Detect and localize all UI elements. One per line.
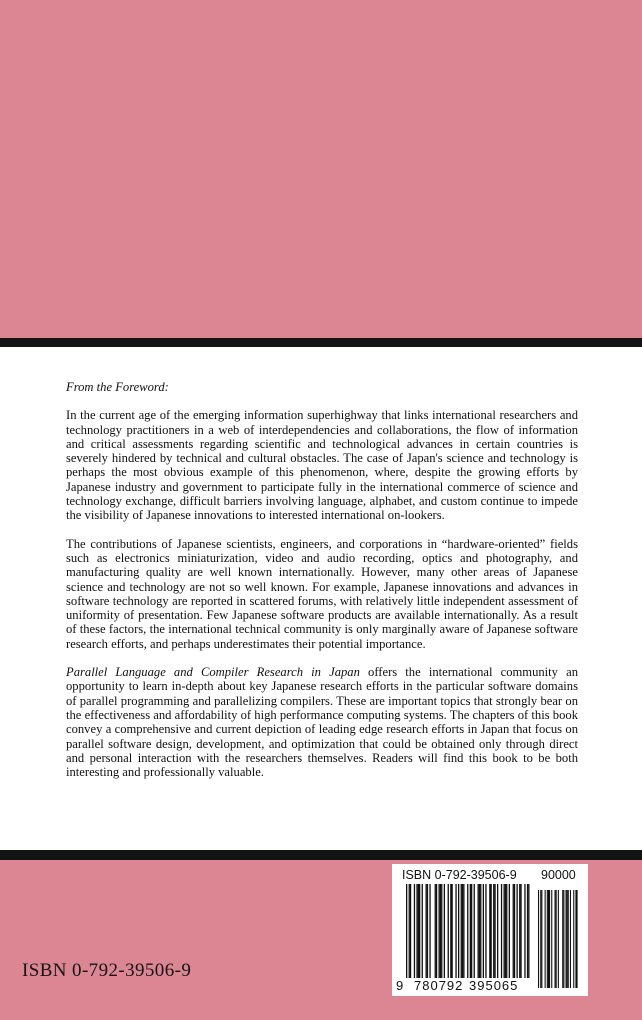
paragraph-2: The contributions of Japanese scientists, engineers, and corporations in “hardware-oriented” fields such as electronics miniaturization, video and audio recording, optics and photography, and manufacturing quality are well known internationally. However, many other areas of Japanese science and technology are not so well known. For example, Japanese innovations and advances in software technology are reported in scattered forums, with relatively little independent assessment of uniformity of presentation. Few Japanese software products are available internationally. As a result of these factors, the international technical community is only marginally aware of Japanese software research efforts, and perhaps underestimates their potential importance. [66,536,578,651]
barcode-bar [410,884,411,978]
barcode-bar [497,884,498,978]
barcode-bar [427,884,428,978]
paragraph-3-body: offers the international community an opportunity to learn in-depth about key Japanese research efforts in the particular software domains of parallel programming and parallelizing compilers. These are important topics that strongly bear on the effectiveness and affordability of high performance computing systems. The chapters of this book convey a comprehensive and current depiction of leading edge research efforts in Japan that focus on parallel software design, development, and optimization that could be obtained only through direct and personal interaction with the researchers themselves. Readers will find this book to be both interesting and professionally valuable. [66,665,578,780]
barcode-bar [575,890,576,988]
barcode-bar [563,890,564,988]
barcode-bar [573,890,574,988]
barcode-bar [513,884,514,978]
barcode-bar [566,890,567,988]
barcode-bar [450,884,451,978]
top-cover-panel [0,0,642,338]
barcode-bar [458,884,459,978]
barcode-bar [489,884,490,978]
barcode-panel [392,864,588,996]
barcode-bar [493,884,494,978]
barcode-bar [452,884,453,978]
barcode-bar [485,884,486,978]
barcode-bar [479,884,480,978]
barcode-bar [545,890,546,988]
barcode-isbn: ISBN 0-792-39506-9 [402,868,517,882]
barcode-bar [570,890,571,988]
barcode-bar [409,884,410,978]
barcode-bar [567,890,568,988]
isbn-label: ISBN 0-792-39506-9 [22,960,192,981]
barcode-bar [517,884,518,978]
barcode-digits-right: 395065 [469,978,519,993]
barcode-bar [422,884,423,978]
barcode-bar [549,890,550,988]
main-barcode [406,884,530,978]
barcode-bar [462,884,463,978]
barcode-bar [478,884,479,978]
barcode-bar [463,884,464,978]
barcode-bar [494,884,495,978]
barcode-bar [501,884,502,978]
barcode-bar [548,890,549,988]
barcode-bar [418,884,419,978]
barcode-bar [577,890,578,988]
barcode-bar [471,884,472,978]
barcode-bar [426,884,427,978]
barcode-bar [538,890,539,988]
barcode-bar [483,884,484,978]
addon-barcode [538,890,578,988]
foreword-text [66,380,578,793]
book-title: Parallel Language and Compiler Research in Japan [66,665,360,680]
barcode-bar [470,884,471,978]
barcode-bar [461,884,462,978]
barcode-bar [562,890,563,988]
paragraph-1: In the current age of the emerging information superhighway that links international researchers and technology practitioners in a web of interdependencies and collaborations, the flow of information and critical assessments regarding scientific and technological advances in certain countries is severely hindered by technical and cultural obstacles. The case of Japan's science and technology is perhaps the most obvious example of this phenomenon, where, despite the growing efforts by Japanese industry and government to participate fully in the international commerce of science and technology exchange, difficult barriers involving language, alphabet, and custom continue to impede the visibility of Japanese innovations to interested international on-lookers. [66,408,578,523]
barcode-bar [436,884,437,978]
barcode-bar [416,884,417,978]
barcode-bar [519,884,520,978]
barcode-bar [509,884,510,978]
barcode-bar [514,884,515,978]
barcode-bar [558,890,559,988]
top-black-rule [0,338,642,347]
barcode-bar [541,890,542,988]
barcode-bar [547,890,548,988]
barcode-bar [505,884,506,978]
barcode-bar [455,884,456,978]
barcode-bar [441,884,442,978]
barcode-bar [439,884,440,978]
barcode-bar [527,884,528,978]
barcode-bar [444,884,445,978]
barcode-bar [524,884,525,978]
barcode-bar [556,890,557,988]
barcode-bar [504,884,505,978]
barcode-bar [506,884,507,978]
barcode-digits-left: 780792 [414,978,464,993]
barcode-bar [491,884,492,978]
barcode-bar [429,884,430,978]
barcode-bar [440,884,441,978]
barcode-bars [392,864,588,996]
barcode-bar [419,884,420,978]
barcode-bar [448,884,449,978]
barcode-lead-digit: 9 [396,978,404,993]
barcode-bar [568,890,569,988]
foreword-heading: From the Foreword: [66,380,169,394]
barcode-bar [414,884,415,978]
barcode-bar [540,890,541,988]
paragraph-3 [66,665,578,779]
barcode-bar [480,884,481,978]
barcode-bar [520,884,521,978]
barcode-bar [551,890,552,988]
barcode-bar [528,884,529,978]
barcode-bar [435,884,436,978]
barcode-bar [555,890,556,988]
barcode-bar [467,884,468,978]
barcode-bar [406,884,407,978]
bottom-black-rule [0,850,642,860]
barcode-price-code: 90000 [541,868,576,882]
barcode-bar [474,884,475,978]
